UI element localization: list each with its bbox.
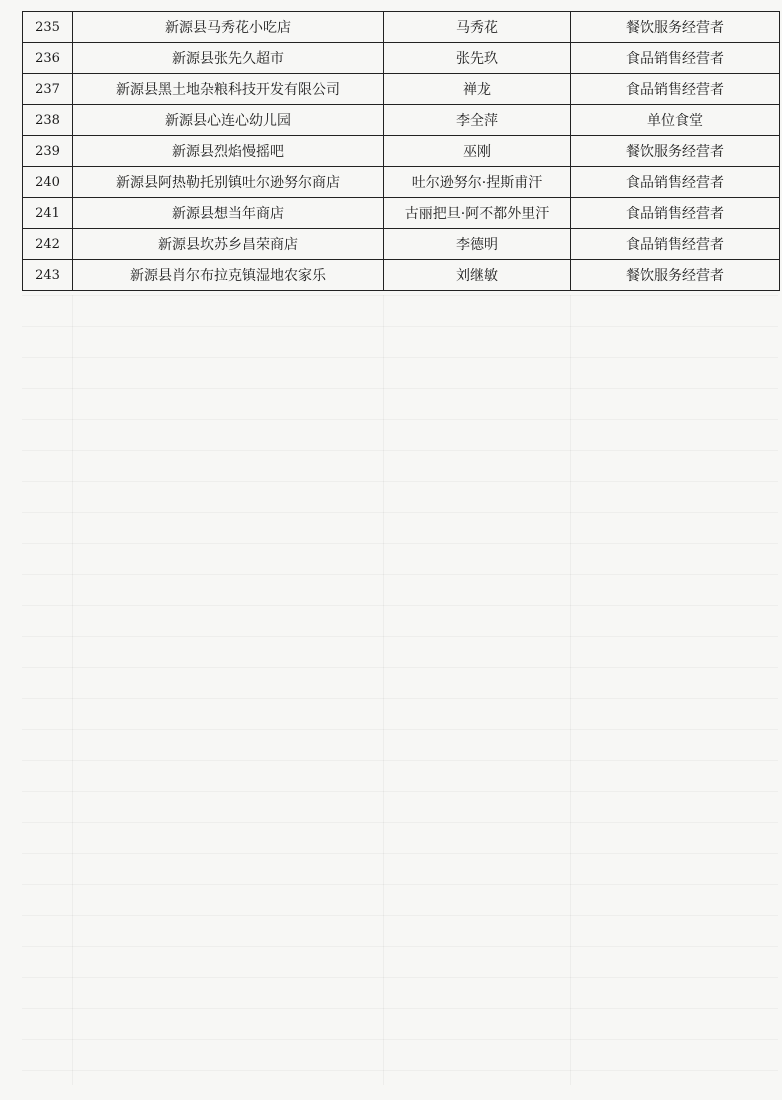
table-row bbox=[23, 74, 780, 105]
bleed-through-line bbox=[383, 295, 384, 1085]
table-row bbox=[23, 136, 780, 167]
row-number: 236 bbox=[23, 43, 73, 74]
responsible-person: 李德明 bbox=[384, 229, 571, 260]
responsible-person: 张先玖 bbox=[384, 43, 571, 74]
responsible-person: 吐尔逊努尔·捏斯甫汗 bbox=[384, 167, 571, 198]
responsible-person: 古丽把旦·阿不都外里汗 bbox=[384, 198, 571, 229]
row-number: 241 bbox=[23, 198, 73, 229]
business-category: 食品销售经营者 bbox=[571, 229, 780, 260]
business-category: 食品销售经营者 bbox=[571, 198, 780, 229]
row-number: 235 bbox=[23, 12, 73, 43]
responsible-person: 巫刚 bbox=[384, 136, 571, 167]
business-category: 单位食堂 bbox=[571, 105, 780, 136]
responsible-person: 刘继敏 bbox=[384, 260, 571, 291]
row-number: 239 bbox=[23, 136, 73, 167]
business-name: 新源县心连心幼儿园 bbox=[73, 105, 384, 136]
business-category: 餐饮服务经营者 bbox=[571, 136, 780, 167]
business-category: 餐饮服务经营者 bbox=[571, 12, 780, 43]
business-name: 新源县张先久超市 bbox=[73, 43, 384, 74]
business-name: 新源县肖尔布拉克镇湿地农家乐 bbox=[73, 260, 384, 291]
row-number: 243 bbox=[23, 260, 73, 291]
table-row bbox=[23, 260, 780, 291]
row-number: 237 bbox=[23, 74, 73, 105]
business-name: 新源县烈焰慢摇吧 bbox=[73, 136, 384, 167]
responsible-person: 马秀花 bbox=[384, 12, 571, 43]
business-category: 食品销售经营者 bbox=[571, 74, 780, 105]
records-table bbox=[22, 11, 780, 291]
row-number: 242 bbox=[23, 229, 73, 260]
table-row bbox=[23, 167, 780, 198]
business-name: 新源县马秀花小吃店 bbox=[73, 12, 384, 43]
business-name: 新源县黑土地杂粮科技开发有限公司 bbox=[73, 74, 384, 105]
business-name: 新源县坎苏乡昌荣商店 bbox=[73, 229, 384, 260]
table-row bbox=[23, 198, 780, 229]
table-row bbox=[23, 12, 780, 43]
row-number: 238 bbox=[23, 105, 73, 136]
responsible-person: 李全萍 bbox=[384, 105, 571, 136]
bleed-through-grid bbox=[22, 295, 778, 1085]
bleed-through-line bbox=[72, 295, 73, 1085]
business-name: 新源县想当年商店 bbox=[73, 198, 384, 229]
business-category: 食品销售经营者 bbox=[571, 43, 780, 74]
table-row bbox=[23, 43, 780, 74]
business-name: 新源县阿热勒托别镇吐尔逊努尔商店 bbox=[73, 167, 384, 198]
table-row bbox=[23, 105, 780, 136]
business-category: 食品销售经营者 bbox=[571, 167, 780, 198]
row-number: 240 bbox=[23, 167, 73, 198]
responsible-person: 禅龙 bbox=[384, 74, 571, 105]
table-row bbox=[23, 229, 780, 260]
business-category: 餐饮服务经营者 bbox=[571, 260, 780, 291]
bleed-through-line bbox=[570, 295, 571, 1085]
